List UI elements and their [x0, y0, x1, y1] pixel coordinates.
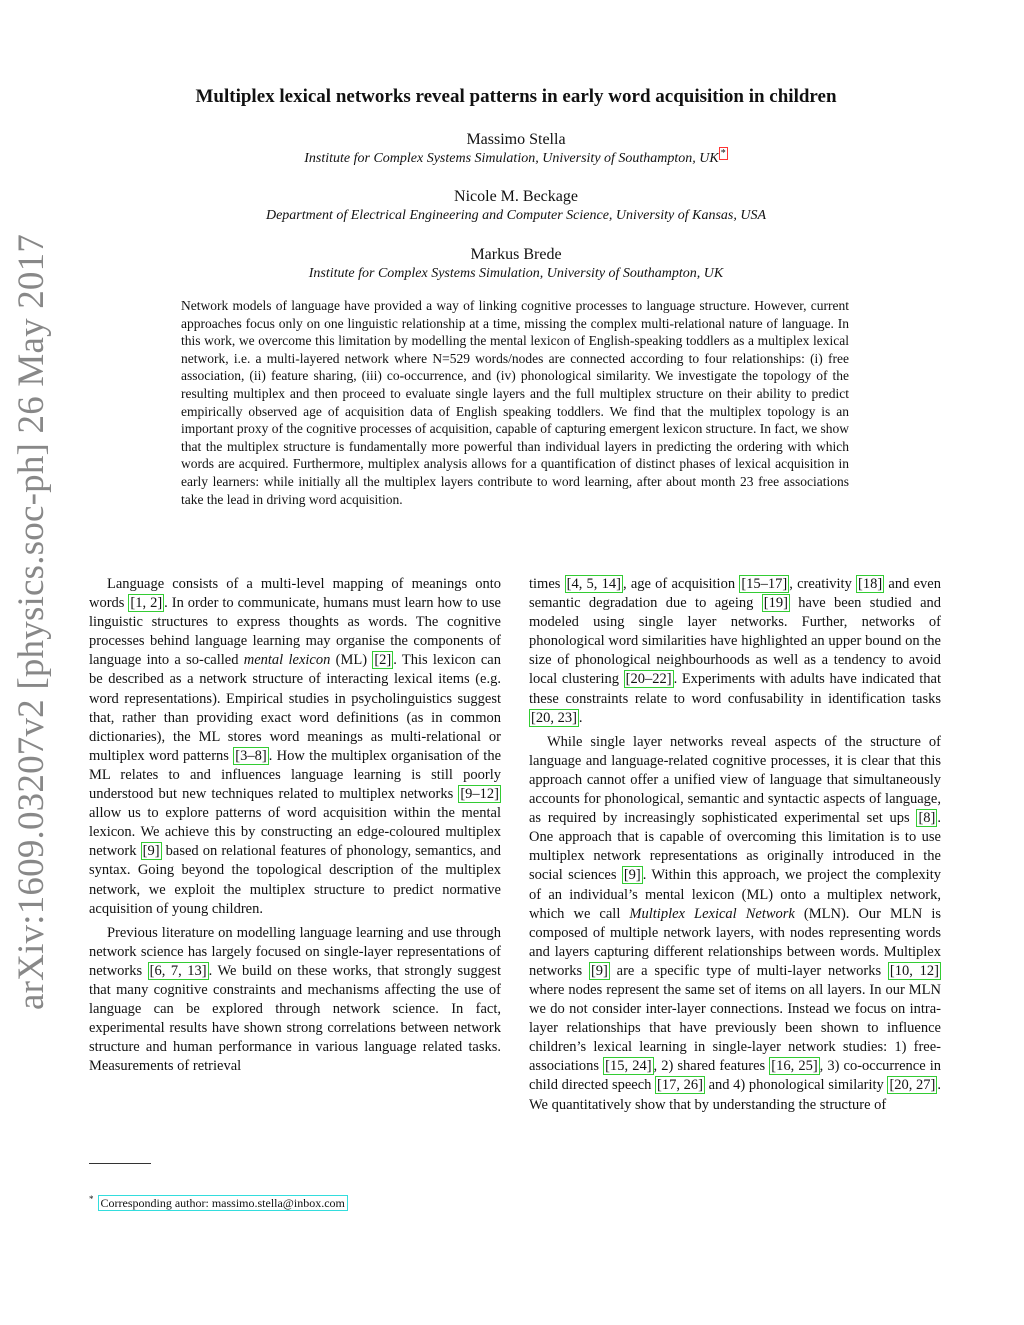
body-paragraph: Previous literature on modelling language learning and use through network science has largely focused on single-layer representations of networks [6, 7, 13] . We build on these works, that strongly suggest that many cognitive constraints and mechanisms affecting the use of language can be explored through network science. In fact, experimental results have shown strong correlations between network structure and human performance in various language related tasks. Measurements of retrieval	[89, 924, 501, 1075]
author-block-1	[150, 130, 882, 168]
citation-link[interactable]: [9–12]	[460, 786, 499, 803]
citation-link[interactable]: [20–22]	[625, 671, 672, 688]
body-paragraph: times [4, 5, 14] , age of acquisition [15–17] , creativity [18] and even semantic degradation due to ageing [19] have been studied and modeled using single layer networks. Further, networks of phonological word similarities have highlighted an upper bound on the size of phonological neighbourhoods as well as a tendency to avoid local clustering [20–22] . Experiments with adults have indicated that these constraints relate to word confusability in identification tasks [20, 23] .	[529, 576, 942, 726]
author-affiliation: Institute for Complex Systems Simulation, University of Southampton, UK	[308, 266, 724, 281]
citation-link[interactable]: [15, 24]	[605, 1058, 652, 1075]
author-block-3	[150, 245, 882, 283]
body-paragraph: Language consists of a multi-level mapping of meanings onto words [1, 2] . In order to communicate, humans must learn how to use linguistic structures to express thoughts as words. The cognitive processes behind language learning may organise the components of language into a so-called mental lexicon (ML) [2] . This lexicon can be described as a network structure of interacting lexical items (e.g. word representations). Empirical studies in psycholinguistics suggest that, rather than providing exact word definitions (as in common dictionaries), the ML stores word meanings as multi-relational or multiplex word patterns [3–8] . How the multiplex organisation of the ML relates to and influences language learning is still poorly understood but new techniques related to multiplex networks [9–12] allow us to explore patterns of word acquisition within the mental lexicon. We achieve this by constructing an edge-coloured multiplex network [9] based on relational features of phonology, semantics, and syntax. Going beyond the topological description of the multiplex network, we exploit the multiplex structure to predict normative acquisition of young children.	[89, 576, 502, 917]
left-column	[89, 575, 501, 1081]
citation-link[interactable]: [6, 7, 13]	[149, 962, 207, 979]
paper-title: Multiplex lexical networks reveal patterns in early word acquisition in children	[195, 86, 837, 107]
author-block-2	[150, 187, 882, 225]
emphasis-term: mental lexicon	[243, 652, 331, 669]
citation-link[interactable]: [15–17]	[741, 576, 788, 592]
author-name: Nicole M. Beckage	[454, 188, 578, 205]
citation-link[interactable]: [18]	[858, 576, 883, 592]
emphasis-term: Multiplex Lexical Network	[629, 905, 795, 922]
citation-link[interactable]: [19]	[763, 595, 788, 612]
author-affiliation: Department of Electrical Engineering and Computer Science, University of Kansas, USA	[265, 208, 767, 223]
citation-link[interactable]: [17, 26]	[657, 1077, 703, 1094]
affiliation-text: Institute for Complex Systems Simulation, University of Southampton, UK	[304, 151, 719, 166]
citation-link[interactable]: [4, 5, 14]	[566, 576, 621, 592]
citation-link[interactable]: [9]	[623, 867, 641, 884]
arxiv-side-label: arXiv:1609.03207v2 [physics.soc-ph] 26 May 2017	[11, 233, 52, 1010]
footnote-divider	[89, 1163, 151, 1164]
citation-link[interactable]: [20, 23]	[531, 709, 577, 726]
citation-link[interactable]: [8]	[918, 810, 936, 827]
citation-link[interactable]: [9]	[142, 843, 160, 860]
citation-link[interactable]: [16, 25]	[771, 1058, 818, 1075]
author-name: Markus Brede	[470, 246, 562, 263]
citation-link[interactable]: [3–8]	[235, 747, 267, 764]
abstract: Network models of language have provided a way of linking cognitive processes to language structure. However, current approaches focus only on one linguistic relationship at a time, missing the complex multi-relational nature of language. In this work, we overcome this limitation by modelling the mental lexicon of English-speaking toddlers as a multiplex lexical network, i.e. a multi-layered network where N=529 words/nodes are connected according to four relationships: (i) free association, (ii) feature sharing, (iii) co-occurrence, and (iv) phonological similarity. We investigate the topology of the resulting multiplex and then proceed to evaluate single layers and the full multiplex structure on their ability to predict empirically observed age of acquisition data of English speaking toddlers. We find that the multiplex topology is an important proxy of the cognitive processes of acquisition, capable of capturing emergent lexicon structure. In fact, we show that the multiplex structure is fundamentally more powerful than individual layers in predicting the ordering with which words are acquired. Furthermore, multiplex analysis allows for a quantification of distinct phases of lexical acquisition in early learners: while initially all the multiplex layers contribute to word learning, after about month 23 free associations take the lead in driving word acquisition.	[181, 298, 849, 507]
footnote-link[interactable]: *	[720, 148, 726, 160]
corresponding-author-email-link[interactable]: Corresponding author: massimo.stella@inbox.com	[98, 1195, 348, 1211]
citation-link[interactable]: [20, 27]	[889, 1077, 936, 1094]
body-paragraph: While single layer networks reveal aspects of the structure of language and language-related cognitive processes, it is clear that this approach cannot offer a unified view of language that simultaneously accounts for phonological, semantic and syntactic aspects of language, as required by increasingly sophisticated experimental set ups [8] . One approach that is capable of overcoming this limitation is to use multiplex network representations as originally introduced in the social sciences [9] . Within this approach, we project the complexity of an individual’s mental lexicon (ML) onto a multiplex network, which we call Multiplex Lexical Network (MLN). Our MLN is composed of multiple network layers, with nodes representing words and layers capturing different relationships between words. Multiplex networks [9] are a specific type of multi-layer networks [10, 12] where nodes represent the same set of items on all layers. In our MLN we do not consider inter-layer connections. Instead we focus on intra-layer relationships that have previously been shown to influence children’s lexical learning in single-layer network studies: 1) free-associations [15, 24] , 2) shared features [16, 25] , 3) co-occurrence in child directed speech [17, 26] and 4) phonological similarity [20, 27] . We quantitatively show that by understanding the structure of	[529, 733, 941, 1113]
citation-link[interactable]: [9]	[590, 962, 608, 979]
footnote	[89, 1192, 348, 1211]
citation-link[interactable]: [1, 2]	[130, 595, 163, 612]
author-name: Massimo Stella	[466, 131, 566, 148]
author-affiliation	[150, 150, 882, 168]
right-column	[529, 575, 941, 1120]
footnote-mark: *	[89, 1194, 94, 1204]
citation-link[interactable]: [10, 12]	[889, 962, 939, 979]
citation-link[interactable]: [2]	[374, 652, 392, 669]
